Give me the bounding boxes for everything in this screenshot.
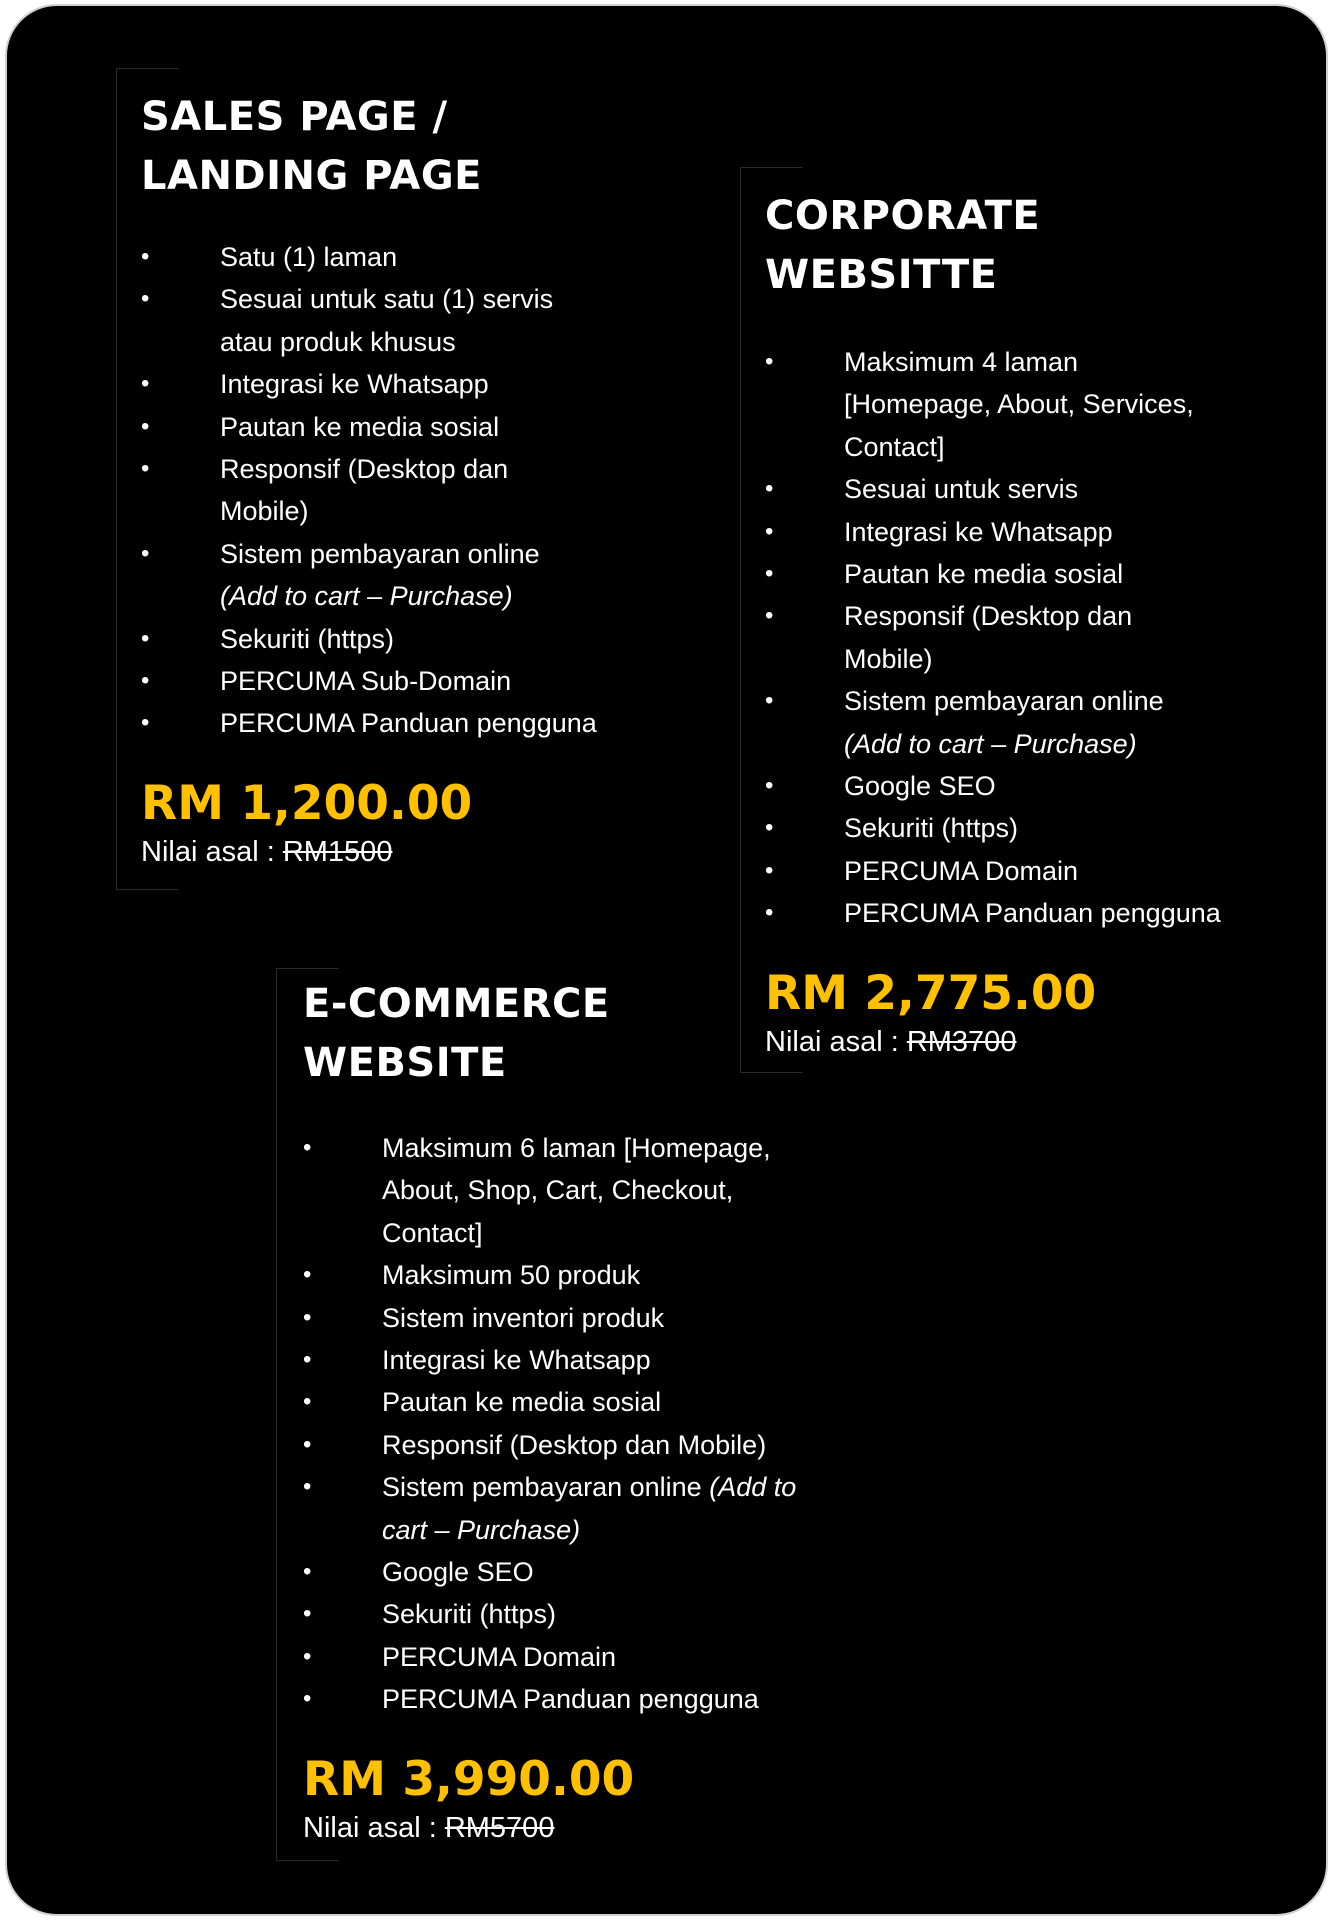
feature-text: Satu (1) laman [220,242,398,272]
feature-item [303,1339,796,1381]
feature-text: About, Shop, Cart, Checkout, [382,1175,734,1206]
feature-text: Sistem pembayaran online [382,1472,710,1503]
bullet-icon: • [141,455,150,483]
card-title [303,975,796,1093]
feature-text: PERCUMA Panduan pengguna [220,708,597,739]
original-price-struck: RM3700 [906,1025,1017,1058]
feature-text-italic: (Add to cart – Purchase) [844,728,1137,759]
bullet-icon: • [303,1261,312,1289]
feature-text: Pautan ke media sosial [844,559,1124,590]
card-frame-top [116,68,178,69]
feature-text: Integrasi ke Whatsapp [220,369,489,400]
bullet-icon: • [765,475,774,503]
feature-item [765,553,1221,595]
bullet-icon: • [765,856,774,884]
feature-item [303,1127,796,1254]
feature-text: PERCUMA Panduan pengguna [844,898,1221,929]
feature-item [141,618,597,660]
feature-text: PERCUMA Domain [382,1641,617,1672]
feature-text: Pautan ke media sosial [382,1387,662,1418]
original-price-struck: RM1500 [282,835,393,868]
feature-text: PERCUMA Panduan pengguna [382,1684,759,1715]
pricing-card-sales-page [116,68,636,890]
feature-item [141,278,597,363]
feature-text: Responsif (Desktop dan [844,601,1133,632]
bullet-icon: • [141,709,150,737]
card-title-line: LANDING PAGE [141,153,482,199]
feature-text-italic: (Add to cart – Purchase) [220,581,513,612]
bullet-icon: • [303,1346,312,1374]
original-price-label: Nilai asal : [303,1811,445,1844]
feature-text: Sistem pembayaran online [220,538,540,569]
feature-list [141,236,597,745]
feature-line [382,1466,796,1508]
card-title-line: SALES PAGE / [141,94,448,140]
feature-text: Pautan ke media sosial [220,411,500,442]
feature-item [303,1593,796,1635]
feature-item [303,1424,796,1466]
bullet-icon: • [765,899,774,927]
original-price-line [141,832,597,872]
feature-item [765,511,1221,553]
feature-text: Sistem pembayaran online [844,686,1164,717]
feature-text: PERCUMA Domain [844,855,1079,886]
feature-text: Mobile) [844,643,933,674]
bullet-icon: • [141,243,150,270]
feature-list [303,1127,796,1721]
feature-text: Integrasi ke Whatsapp [382,1345,651,1376]
bullet-icon: • [765,814,774,842]
price: RM 1,200.00 [141,775,473,831]
bullet-icon: • [765,560,774,588]
feature-item [141,448,597,533]
feature-item [765,765,1221,807]
feature-text: Responsif (Desktop dan [220,454,509,485]
price: RM 2,775.00 [765,965,1097,1021]
card-frame-line [276,968,277,1861]
original-price-line [303,1808,796,1848]
bullet-icon: • [303,1642,312,1670]
feature-text: Google SEO [382,1557,534,1588]
feature-item [765,850,1221,892]
feature-text: Maksimum 50 produk [382,1260,641,1291]
feature-text: Contact] [844,431,945,462]
bullet-icon: • [303,1388,312,1416]
bullet-icon: • [141,370,150,398]
bullet-icon: • [303,1430,312,1458]
bullet-icon: • [141,285,150,313]
card-title [141,88,597,206]
feature-item [765,468,1221,510]
card-title-line: E-COMMERCE [303,981,610,1027]
feature-item [765,807,1221,849]
feature-text: Contact] [382,1217,483,1248]
feature-text-italic: cart – Purchase) [382,1514,581,1545]
feature-text: Sesuai untuk servis [844,474,1079,505]
feature-item [303,1678,796,1720]
card-title-line: WEBSITE [303,1040,507,1086]
feature-text: Sekuriti (https) [220,623,395,654]
pricing-card-ecommerce-website [276,968,836,1861]
feature-text: Sekuriti (https) [844,813,1019,844]
feature-item [141,363,597,405]
original-price-label: Nilai asal : [141,835,283,868]
feature-item [303,1381,796,1423]
bullet-icon: • [141,539,150,567]
feature-item [765,680,1221,765]
feature-list [765,341,1221,935]
card-frame-top [276,968,338,969]
feature-text: Sesuai untuk satu (1) servis [220,284,554,315]
bullet-icon: • [765,687,774,715]
feature-text: Google SEO [844,771,996,802]
feature-text: Sekuriti (https) [382,1599,557,1630]
card-frame-top [740,167,802,168]
card-frame-bottom [116,889,178,890]
feature-text: Maksimum 6 laman [Homepage, [382,1133,771,1163]
feature-item [303,1297,796,1339]
bullet-icon: • [303,1600,312,1628]
feature-text: Maksimum 4 laman [844,347,1079,377]
feature-text: Responsif (Desktop dan Mobile) [382,1429,767,1460]
feature-text: Integrasi ke Whatsapp [844,516,1113,547]
price: RM 3,990.00 [303,1751,635,1807]
feature-item [141,702,597,744]
original-price-struck: RM5700 [444,1811,555,1844]
feature-text: Sistem inventori produk [382,1302,665,1333]
feature-text: Mobile) [220,496,309,527]
feature-item [141,406,597,448]
bullet-icon: • [303,1558,312,1586]
bullet-icon: • [765,348,774,375]
feature-item [303,1636,796,1678]
bullet-icon: • [141,624,150,652]
bullet-icon: • [303,1685,312,1713]
bullet-icon: • [303,1473,312,1501]
bullet-icon: • [141,667,150,695]
feature-item [303,1254,796,1296]
feature-item [141,236,597,278]
bullet-icon: • [765,602,774,630]
bullet-icon: • [303,1134,312,1161]
bullet-icon: • [141,412,150,440]
card-title-line: CORPORATE [765,193,1041,239]
bullet-icon: • [765,772,774,800]
feature-item [303,1551,796,1593]
bullet-icon: • [765,517,774,545]
feature-item [765,341,1221,468]
feature-item [765,595,1221,680]
original-price-label: Nilai asal : [765,1025,907,1058]
feature-item [765,892,1221,934]
card-frame-bottom [276,1860,338,1861]
feature-text: atau produk khusus [220,326,456,357]
card-title [765,187,1221,305]
feature-text-italic: (Add to [709,1472,797,1503]
card-frame-line [116,68,117,890]
feature-item [303,1466,796,1551]
feature-text: PERCUMA Sub-Domain [220,666,512,697]
pricing-card-corporate-website [740,167,1260,1073]
feature-text: [Homepage, About, Services, [844,389,1194,420]
card-frame-line [740,167,741,1073]
card-title-line: WEBSITTE [765,252,998,298]
feature-item [141,533,597,618]
bullet-icon: • [303,1303,312,1331]
feature-item [141,660,597,702]
